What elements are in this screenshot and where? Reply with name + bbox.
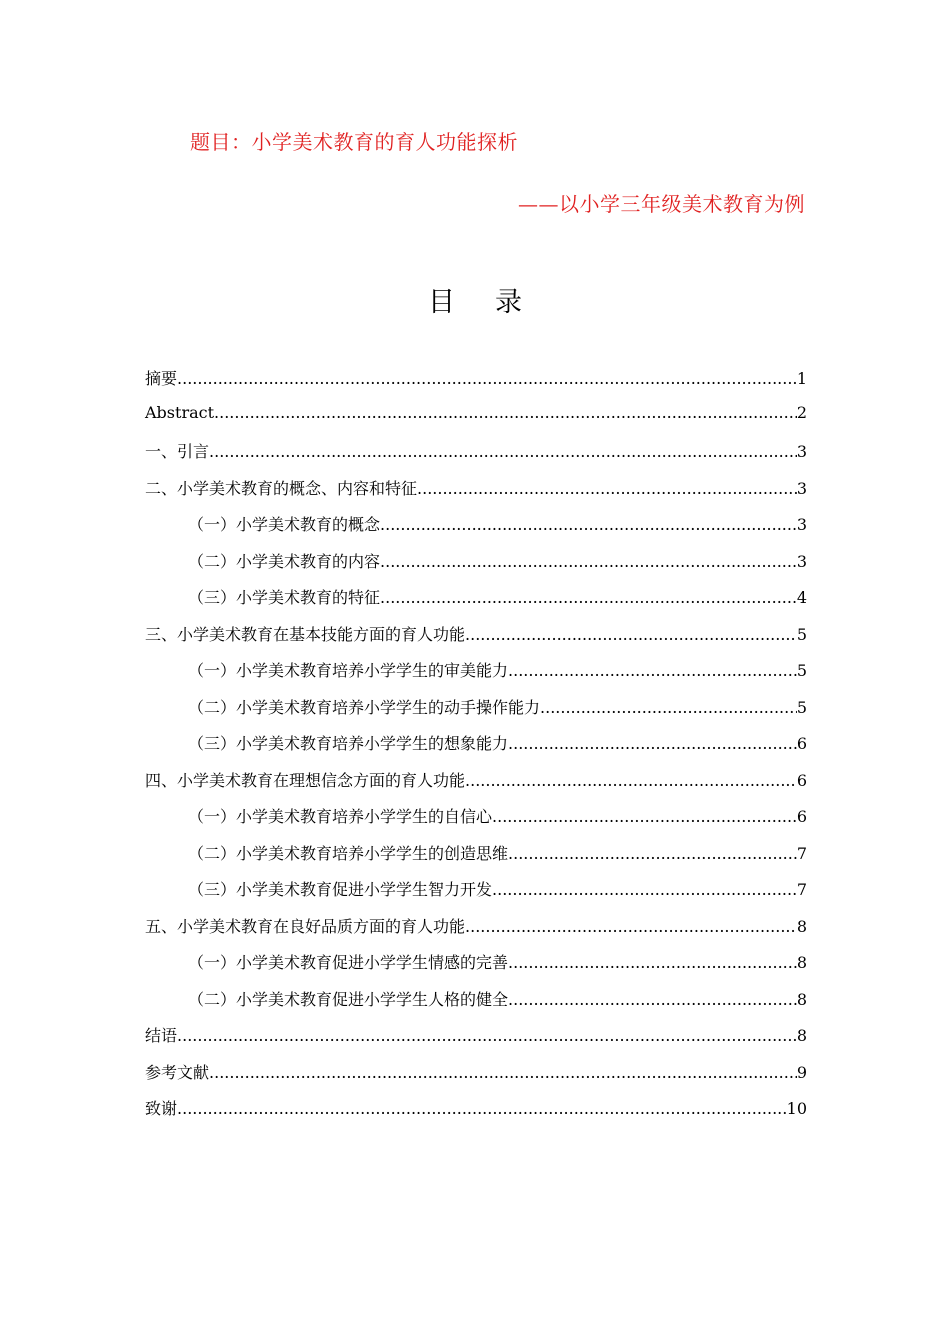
toc-entry-page: 5 (796, 697, 807, 717)
toc-leader-dots (209, 442, 797, 461)
toc-subentry[interactable] (145, 804, 807, 841)
toc-entry[interactable] (145, 768, 807, 805)
toc-subentry[interactable] (145, 841, 807, 878)
toc-entry-title: 摘要 (145, 369, 178, 388)
toc-entry-page: 6 (796, 807, 807, 826)
toc-entry-title: 三、小学美术教育在基本技能方面的育人功能 (145, 624, 466, 644)
toc-entry-title: （二）小学美术教育促进小学学生人格的健全 (188, 989, 509, 1009)
toc-leader-dots (540, 698, 797, 717)
toc-leader-dots (209, 1063, 797, 1082)
toc-leader-dots (465, 625, 797, 644)
toc-entry-page: 5 (796, 624, 807, 644)
toc-leader-dots (508, 953, 797, 972)
toc-heading: 目录 (428, 287, 562, 318)
toc-leader-dots (508, 661, 797, 680)
toc-entry[interactable] (145, 1096, 807, 1133)
toc-leader-dots (508, 990, 797, 1009)
toc-entry[interactable] (145, 366, 807, 403)
toc-entry-page: 5 (796, 661, 807, 680)
toc-entry[interactable] (145, 1060, 807, 1097)
toc-entry-page: 3 (796, 442, 807, 461)
toc-subentry[interactable] (145, 585, 807, 622)
toc-entry[interactable] (145, 914, 807, 951)
toc-leader-dots (177, 1099, 787, 1118)
toc-entry-title: （一）小学美术教育促进小学学生情感的完善 (188, 953, 509, 972)
toc-entry-title: 一、引言 (145, 442, 210, 461)
toc-entry-page: 4 (796, 588, 807, 607)
toc-entry-title: 五、小学美术教育在良好品质方面的育人功能 (145, 916, 466, 936)
toc-subentry[interactable] (145, 877, 807, 914)
toc-entry-page: 7 (796, 843, 807, 863)
toc-subentry[interactable] (145, 695, 807, 732)
toc-entry-title: （一）小学美术教育培养小学学生的自信心 (188, 807, 493, 826)
toc-leader-dots (465, 917, 797, 936)
toc-entry-title: （三）小学美术教育培养小学学生的想象能力 (188, 734, 509, 753)
toc-subentry[interactable] (145, 549, 807, 586)
toc-leader-dots (380, 515, 797, 534)
toc-entry-page: 8 (796, 953, 807, 972)
toc-leader-dots (380, 552, 797, 571)
toc-leader-dots (508, 844, 797, 863)
toc-entry-page: 8 (796, 989, 807, 1009)
toc-entry-title: 四、小学美术教育在理想信念方面的育人功能 (145, 770, 466, 790)
toc-subentry[interactable] (145, 987, 807, 1024)
toc-leader-dots (417, 479, 797, 498)
toc-subentry[interactable] (145, 950, 807, 987)
toc-entry[interactable] (145, 1023, 807, 1060)
toc-entry[interactable] (145, 403, 807, 440)
toc-entry-title: （二）小学美术教育培养小学学生的动手操作能力 (188, 697, 541, 717)
toc-entry-title: （二）小学美术教育的内容 (188, 551, 381, 571)
toc-entry-title: 二、小学美术教育的概念、内容和特征 (145, 478, 418, 498)
toc-leader-dots (214, 403, 797, 422)
toc-entry-page: 8 (796, 916, 807, 936)
toc-entry[interactable] (145, 476, 807, 513)
toc-entry-title: 致谢 (145, 1099, 178, 1118)
toc-leader-dots (508, 734, 797, 753)
toc-entry-title: （二）小学美术教育培养小学学生的创造思维 (188, 843, 509, 863)
toc-entry-page: 1 (796, 369, 807, 388)
toc-entry-page: 8 (796, 1026, 807, 1045)
toc-entry-page: 3 (796, 515, 807, 534)
toc-leader-dots (177, 369, 797, 388)
toc-entry[interactable] (145, 439, 807, 476)
toc-leader-dots (492, 807, 797, 826)
toc-entry-title: （一）小学美术教育培养小学学生的审美能力 (188, 661, 509, 680)
toc-entry-page: 3 (796, 478, 807, 498)
toc-entry-page: 9 (796, 1062, 807, 1082)
toc-entry-page: 10 (786, 1099, 807, 1118)
toc-entry-title: Abstract (145, 402, 215, 422)
toc-entry-page: 6 (796, 770, 807, 790)
toc-leader-dots (492, 880, 797, 899)
toc-entry-title: 结语 (145, 1026, 178, 1045)
toc-subentry[interactable] (145, 658, 807, 695)
toc-entry-title: 参考文献 (145, 1062, 210, 1082)
toc-leader-dots (465, 771, 797, 790)
toc-entry-title: （三）小学美术教育促进小学学生智力开发 (188, 880, 493, 899)
toc-leader-dots (177, 1026, 797, 1045)
toc-entry-page: 7 (796, 880, 807, 899)
toc-entry-page: 2 (796, 402, 807, 422)
table-of-contents (145, 366, 807, 1133)
toc-subentry[interactable] (145, 512, 807, 549)
toc-entry-page: 6 (796, 734, 807, 753)
toc-entry[interactable] (145, 622, 807, 659)
toc-entry-page: 3 (796, 551, 807, 571)
document-subtitle: ——以小学三年级美术教育为例 (518, 192, 805, 216)
toc-entry-title: （一）小学美术教育的概念 (188, 515, 381, 534)
toc-subentry[interactable] (145, 731, 807, 768)
toc-entry-title: （三）小学美术教育的特征 (188, 588, 381, 607)
toc-leader-dots (380, 588, 797, 607)
document-title: 题目：小学美术教育的育人功能探析 (190, 130, 518, 154)
